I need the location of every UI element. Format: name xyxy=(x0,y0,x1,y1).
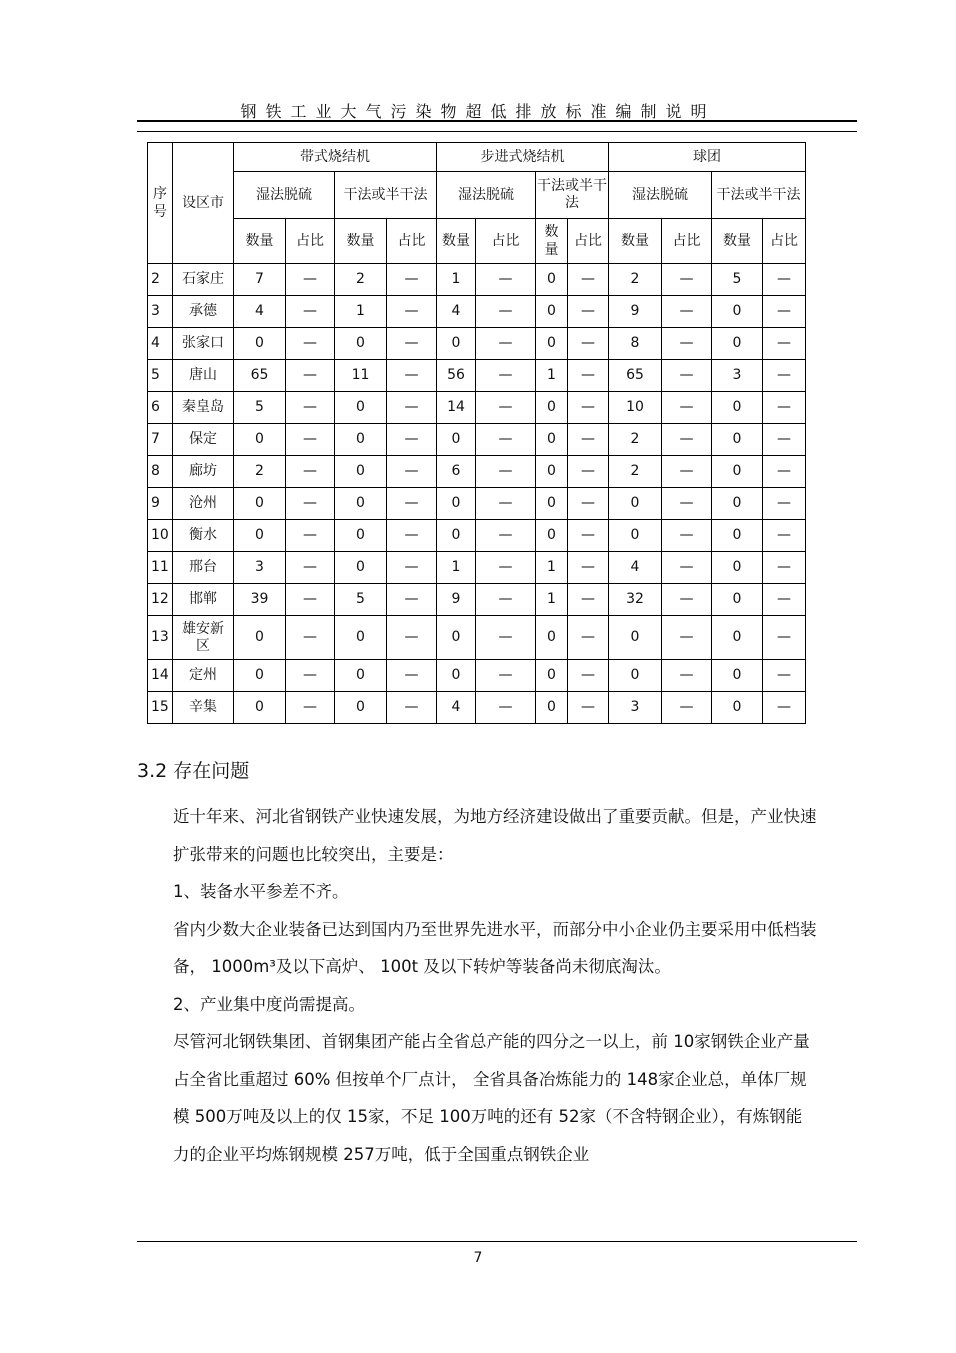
row-city: 邯郸 xyxy=(173,584,234,616)
metric-count: 数量 xyxy=(609,219,662,264)
table-cell: 0 xyxy=(335,692,387,724)
table-cell: 0 xyxy=(437,424,476,456)
table-cell: — xyxy=(387,360,437,392)
table-cell: — xyxy=(286,488,335,520)
table-row xyxy=(148,456,806,488)
table-cell: 11 xyxy=(335,360,387,392)
header-rule xyxy=(137,120,857,122)
table-cell: — xyxy=(387,552,437,584)
table-cell: — xyxy=(568,424,609,456)
header-belt-sintering: 带式烧结机 xyxy=(234,143,437,172)
table-cell: — xyxy=(476,520,536,552)
table-cell: 0 xyxy=(609,616,662,660)
row-seq: 12 xyxy=(148,584,173,616)
table-row xyxy=(148,552,806,584)
metric-count: 数量 xyxy=(335,219,387,264)
footer-rule xyxy=(137,1241,857,1242)
table-cell: 0 xyxy=(609,520,662,552)
table-cell: 0 xyxy=(437,328,476,360)
table-cell: — xyxy=(763,488,806,520)
table-cell: 0 xyxy=(536,264,568,296)
table-cell: 0 xyxy=(335,616,387,660)
table-cell: 3 xyxy=(712,360,763,392)
table-cell: — xyxy=(763,296,806,328)
table-cell: — xyxy=(763,360,806,392)
header-pellet: 球团 xyxy=(609,143,806,172)
table-cell: 0 xyxy=(335,488,387,520)
table-cell: 0 xyxy=(609,488,662,520)
table-cell: 0 xyxy=(712,520,763,552)
row-city: 石家庄 xyxy=(173,264,234,296)
table-cell: — xyxy=(286,520,335,552)
table-cell: 1 xyxy=(536,360,568,392)
table-cell: — xyxy=(286,456,335,488)
table-cell: 4 xyxy=(609,552,662,584)
table-cell: — xyxy=(568,488,609,520)
table-cell: 0 xyxy=(536,424,568,456)
table-body xyxy=(148,264,806,724)
table-row xyxy=(148,424,806,456)
table-cell: 0 xyxy=(712,456,763,488)
table-cell: 0 xyxy=(536,456,568,488)
table-cell: — xyxy=(662,692,712,724)
table-cell: — xyxy=(286,584,335,616)
metric-share: 占比 xyxy=(763,219,806,264)
table-cell: — xyxy=(286,616,335,660)
table-row xyxy=(148,660,806,692)
table-cell: 9 xyxy=(437,584,476,616)
table-cell: — xyxy=(476,616,536,660)
table-row xyxy=(148,264,806,296)
table-cell: 0 xyxy=(234,328,286,360)
table-cell: — xyxy=(662,328,712,360)
row-seq: 5 xyxy=(148,360,173,392)
metric-count: 数量 xyxy=(536,219,568,264)
table-cell: 0 xyxy=(536,488,568,520)
table-cell: 0 xyxy=(712,328,763,360)
table-cell: — xyxy=(662,360,712,392)
table-row xyxy=(148,584,806,616)
table-cell: 65 xyxy=(609,360,662,392)
row-city: 张家口 xyxy=(173,328,234,360)
table-cell: 4 xyxy=(234,296,286,328)
table-cell: 2 xyxy=(609,264,662,296)
subheader-dry: 干法或半干法 xyxy=(335,172,437,219)
table-cell: 2 xyxy=(335,264,387,296)
paragraph: 省内少数大企业装备已达到国内乃至世界先进水平，而部分中小企业仍主要采用中低档装备， 1000m³及以下高炉、 100t 及以下转炉等装备尚未彻底淘汰。 xyxy=(173,919,817,976)
table-cell: 0 xyxy=(437,660,476,692)
table-cell: — xyxy=(568,264,609,296)
table-cell: — xyxy=(286,360,335,392)
metric-count: 数量 xyxy=(712,219,763,264)
table-cell: 0 xyxy=(335,552,387,584)
row-seq: 8 xyxy=(148,456,173,488)
table-cell: 0 xyxy=(712,296,763,328)
table-cell: 0 xyxy=(437,488,476,520)
table-cell: 1 xyxy=(335,296,387,328)
row-seq: 4 xyxy=(148,328,173,360)
table-cell: — xyxy=(476,264,536,296)
table-cell: 2 xyxy=(234,456,286,488)
table-cell: — xyxy=(387,392,437,424)
metric-share: 占比 xyxy=(476,219,536,264)
table-cell: 5 xyxy=(234,392,286,424)
table-cell: 0 xyxy=(712,660,763,692)
table-cell: — xyxy=(387,424,437,456)
metric-share: 占比 xyxy=(286,219,335,264)
table-cell: 1 xyxy=(437,264,476,296)
table-cell: — xyxy=(286,296,335,328)
table-cell: 9 xyxy=(609,296,662,328)
table-cell: 7 xyxy=(234,264,286,296)
table-cell: 2 xyxy=(609,456,662,488)
table-cell: — xyxy=(662,392,712,424)
table-cell: — xyxy=(568,660,609,692)
table-cell: 39 xyxy=(234,584,286,616)
table-cell: 56 xyxy=(437,360,476,392)
table-cell: — xyxy=(662,552,712,584)
subheader-dry: 干法或半干法 xyxy=(536,172,609,219)
row-seq: 11 xyxy=(148,552,173,584)
table-cell: — xyxy=(763,552,806,584)
table-cell: 0 xyxy=(536,328,568,360)
table-cell: — xyxy=(568,692,609,724)
table-cell: 65 xyxy=(234,360,286,392)
table-cell: — xyxy=(763,392,806,424)
table-row xyxy=(148,392,806,424)
table-cell: — xyxy=(286,552,335,584)
table-cell: — xyxy=(387,264,437,296)
table-cell: — xyxy=(387,692,437,724)
table-cell: — xyxy=(662,660,712,692)
table-cell: — xyxy=(662,456,712,488)
table-cell: — xyxy=(662,584,712,616)
table-cell: — xyxy=(662,296,712,328)
table-row xyxy=(148,692,806,724)
metric-count: 数量 xyxy=(234,219,286,264)
table-cell: 0 xyxy=(335,520,387,552)
row-seq: 14 xyxy=(148,660,173,692)
table-cell: — xyxy=(476,360,536,392)
table-cell: 32 xyxy=(609,584,662,616)
sintering-desulfurization-table xyxy=(147,142,806,724)
table-cell: — xyxy=(476,584,536,616)
table-cell: — xyxy=(286,392,335,424)
row-city: 衡水 xyxy=(173,520,234,552)
table-cell: — xyxy=(763,584,806,616)
row-city: 定州 xyxy=(173,660,234,692)
table-cell: 0 xyxy=(234,424,286,456)
table-cell: — xyxy=(286,660,335,692)
table-cell: 0 xyxy=(234,520,286,552)
row-seq: 3 xyxy=(148,296,173,328)
table-row xyxy=(148,488,806,520)
table-cell: — xyxy=(387,520,437,552)
row-city: 保定 xyxy=(173,424,234,456)
row-city: 邢台 xyxy=(173,552,234,584)
table-cell: — xyxy=(662,616,712,660)
paragraph: 尽管河北钢铁集团、首钢集团产能占全省总产能的四分之一以上，前 10家钢铁企业产量占全省比重超过 60% 但按单个厂点计， 全省具备冶炼能力的 148家企业总，单体厂规模 500万吨及以上的仅 15家，不足 100万吨的还有 52家（不含特钢企业），有炼钢能力的企业平均炼钢规模 257万吨，低于全国重点钢铁企业 xyxy=(173,1032,810,1164)
row-seq: 6 xyxy=(148,392,173,424)
table-cell: 5 xyxy=(712,264,763,296)
table-cell: 10 xyxy=(609,392,662,424)
table-cell: — xyxy=(476,552,536,584)
table-cell: 0 xyxy=(712,392,763,424)
header-city: 设区市 xyxy=(173,143,234,264)
table-cell: — xyxy=(568,552,609,584)
metric-share: 占比 xyxy=(662,219,712,264)
table-cell: — xyxy=(286,424,335,456)
table-cell: — xyxy=(763,264,806,296)
table-cell: 0 xyxy=(712,552,763,584)
table-cell: 1 xyxy=(536,584,568,616)
table-cell: 0 xyxy=(437,520,476,552)
table-cell: 1 xyxy=(437,552,476,584)
table-cell: 0 xyxy=(234,692,286,724)
table-cell: 0 xyxy=(712,584,763,616)
body-text xyxy=(137,798,817,1173)
table-cell: 0 xyxy=(335,660,387,692)
table-cell: 5 xyxy=(335,584,387,616)
subheader-dry: 干法或半干法 xyxy=(712,172,806,219)
table-cell: 3 xyxy=(609,692,662,724)
table-cell: — xyxy=(568,616,609,660)
header-seq: 序号 xyxy=(148,143,173,264)
table-cell: 6 xyxy=(437,456,476,488)
table-cell: 0 xyxy=(536,660,568,692)
table-cell: — xyxy=(476,424,536,456)
table-cell: — xyxy=(568,360,609,392)
table-row xyxy=(148,360,806,392)
row-city: 秦皇岛 xyxy=(173,392,234,424)
table-row xyxy=(148,520,806,552)
table-cell: — xyxy=(568,296,609,328)
table-row xyxy=(148,328,806,360)
table-cell: — xyxy=(662,520,712,552)
table-cell: — xyxy=(568,456,609,488)
subheader-wet: 湿法脱硫 xyxy=(437,172,536,219)
table-row xyxy=(148,616,806,660)
table-cell: 0 xyxy=(712,616,763,660)
table-cell: — xyxy=(286,264,335,296)
table-cell: 0 xyxy=(536,692,568,724)
table-row xyxy=(148,296,806,328)
row-city: 唐山 xyxy=(173,360,234,392)
table-cell: — xyxy=(476,456,536,488)
table-cell: 0 xyxy=(536,616,568,660)
subheader-wet: 湿法脱硫 xyxy=(234,172,335,219)
table-cell: — xyxy=(476,296,536,328)
table-cell: — xyxy=(476,328,536,360)
table-cell: — xyxy=(476,660,536,692)
row-city: 辛集 xyxy=(173,692,234,724)
table-cell: 3 xyxy=(234,552,286,584)
table-cell: 0 xyxy=(335,392,387,424)
table-cell: — xyxy=(763,520,806,552)
table-cell: — xyxy=(568,520,609,552)
table-cell: 2 xyxy=(609,424,662,456)
table-cell: — xyxy=(387,296,437,328)
table-cell: — xyxy=(387,584,437,616)
table-cell: — xyxy=(662,424,712,456)
running-header-title: 钢铁工业大气污染物超低排放标准编制说明 xyxy=(240,102,716,121)
table-cell: — xyxy=(568,392,609,424)
table-cell: 14 xyxy=(437,392,476,424)
row-seq: 9 xyxy=(148,488,173,520)
table-cell: — xyxy=(387,328,437,360)
table-cell: 0 xyxy=(437,616,476,660)
row-seq: 2 xyxy=(148,264,173,296)
table-cell: 4 xyxy=(437,296,476,328)
table-cell: — xyxy=(662,264,712,296)
table-cell: — xyxy=(763,616,806,660)
table-cell: 0 xyxy=(536,520,568,552)
row-seq: 7 xyxy=(148,424,173,456)
table-cell: — xyxy=(476,692,536,724)
subheader-wet: 湿法脱硫 xyxy=(609,172,712,219)
table-cell: — xyxy=(286,328,335,360)
table-cell: — xyxy=(286,692,335,724)
row-city: 沧州 xyxy=(173,488,234,520)
table-cell: — xyxy=(568,328,609,360)
table-cell: — xyxy=(763,692,806,724)
table-cell: 0 xyxy=(712,424,763,456)
table-cell: 0 xyxy=(335,328,387,360)
table-cell: 0 xyxy=(536,392,568,424)
table-cell: 0 xyxy=(712,488,763,520)
section-heading: 3.2 存在问题 xyxy=(137,760,250,782)
table-cell: 0 xyxy=(234,660,286,692)
row-seq: 15 xyxy=(148,692,173,724)
table-cell: 0 xyxy=(234,488,286,520)
list-item-heading: 2、产业集中度尚需提高。 xyxy=(173,994,365,1014)
row-city: 承德 xyxy=(173,296,234,328)
table-cell: — xyxy=(763,328,806,360)
table-cell: 0 xyxy=(712,692,763,724)
table-cell: — xyxy=(662,488,712,520)
table-cell: — xyxy=(763,456,806,488)
table-cell: — xyxy=(763,660,806,692)
table-cell: — xyxy=(763,424,806,456)
table-cell: 1 xyxy=(536,552,568,584)
metric-share: 占比 xyxy=(387,219,437,264)
row-city: 廊坊 xyxy=(173,456,234,488)
table-cell: — xyxy=(387,456,437,488)
table-cell: — xyxy=(568,584,609,616)
list-item-heading: 1、装备水平参差不齐。 xyxy=(173,882,349,901)
table-cell: — xyxy=(476,392,536,424)
table-cell: 0 xyxy=(335,424,387,456)
table-cell: 8 xyxy=(609,328,662,360)
table-cell: — xyxy=(387,488,437,520)
header-rule-thin xyxy=(137,131,857,132)
row-seq: 13 xyxy=(148,616,173,660)
table-cell: 4 xyxy=(437,692,476,724)
table-cell: 0 xyxy=(536,296,568,328)
table-cell: 0 xyxy=(234,616,286,660)
table-cell: 0 xyxy=(609,660,662,692)
table-cell: — xyxy=(476,488,536,520)
row-city: 雄安新区 xyxy=(173,616,234,660)
row-seq: 10 xyxy=(148,520,173,552)
paragraph: 近十年来、河北省钢铁产业快速发展，为地方经济建设做出了重要贡献。但是，产业快速扩张带来的问题也比较突出，主要是： xyxy=(173,807,817,864)
table-cell: 0 xyxy=(335,456,387,488)
table-cell: — xyxy=(387,660,437,692)
table-cell: — xyxy=(387,616,437,660)
metric-count: 数量 xyxy=(437,219,476,264)
metric-share: 占比 xyxy=(568,219,609,264)
header-step-sintering: 步进式烧结机 xyxy=(437,143,609,172)
page-number: 7 xyxy=(473,1250,483,1266)
